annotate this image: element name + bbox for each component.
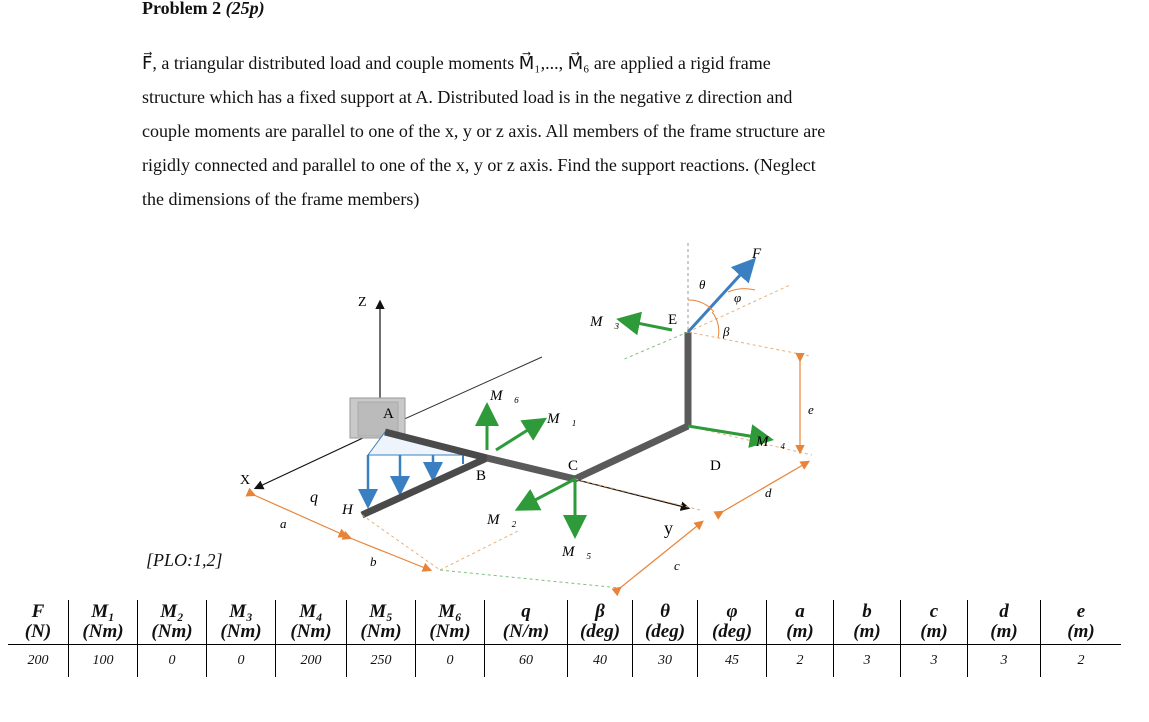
m2-arrow — [520, 479, 575, 508]
table-header-row — [8, 600, 1121, 645]
header-d: d (m) — [968, 600, 1041, 645]
y-axis-label: y — [664, 518, 673, 538]
phi-arc — [728, 289, 755, 292]
point-a-label: A — [383, 406, 394, 422]
header-f: F (N) — [8, 600, 69, 645]
guide-line — [622, 332, 688, 360]
value-b: 3 — [834, 645, 901, 678]
header-m5: M₅ (Nm) — [347, 600, 416, 645]
member-bh — [362, 458, 487, 515]
header-m1: M₁ (Nm) — [69, 600, 138, 645]
m4-label: M⃗₄ — [756, 434, 786, 450]
value-beta: 40 — [568, 645, 633, 678]
dim-c-line — [620, 522, 702, 588]
value-theta: 30 — [633, 645, 698, 678]
m5-label: M⃗₅ — [562, 544, 592, 560]
value-c: 3 — [901, 645, 968, 678]
value-m1: 100 — [69, 645, 138, 678]
value-phi: 45 — [698, 645, 767, 678]
beta-arc — [712, 312, 719, 338]
m2-label: M⃗₂ — [487, 512, 517, 528]
member-cd — [575, 426, 688, 479]
statement-line: F⃗, a triangular distributed load and couple moments M⃗₁,..., M⃗₆ are applied a rigid frame — [142, 53, 771, 73]
value-q: 60 — [485, 645, 568, 678]
statement-line: rigidly connected and parallel to one of the x, y or z axis. Find the support reactions. (Neglect — [142, 155, 816, 175]
value-m6: 0 — [416, 645, 485, 678]
beta-label: β — [723, 324, 730, 339]
problem-points: (25p) — [225, 0, 265, 18]
dim-c-label: c — [674, 558, 680, 573]
q-label: q — [310, 489, 318, 506]
point-c-label: C — [568, 458, 579, 474]
data-table — [8, 600, 1121, 677]
point-b-label: B — [476, 468, 487, 484]
dim-a-line — [254, 495, 346, 536]
plo-label: [PLO:1,2] — [146, 550, 223, 570]
header-b: b (m) — [834, 600, 901, 645]
x-axis-label: X — [240, 473, 251, 488]
statement-line: structure which has a fixed support at A. Distributed load is in the negative z direction and — [142, 87, 793, 107]
point-d-label: D — [710, 458, 721, 474]
statement-line: couple moments are parallel to one of the x, y or z axis. All members of the frame structure are — [142, 121, 826, 141]
dim-e-label: e — [808, 402, 814, 417]
member-bc — [487, 458, 575, 479]
header-q: q (N/m) — [485, 600, 568, 645]
header-beta: β (deg) — [568, 600, 633, 645]
header-theta: θ (deg) — [633, 600, 698, 645]
header-m3: M₃ (Nm) — [207, 600, 276, 645]
header-m4: M₄ (Nm) — [276, 600, 347, 645]
dim-d-label: d — [765, 485, 772, 500]
value-m2: 0 — [138, 645, 207, 678]
guide-line — [440, 530, 520, 570]
point-e-label: E — [668, 312, 678, 328]
header-a: a (m) — [767, 600, 834, 645]
value-d: 3 — [968, 645, 1041, 678]
theta-label: θ — [699, 277, 706, 292]
dim-a-label: a — [280, 516, 287, 531]
statement-line: the dimensions of the frame members) — [142, 189, 420, 209]
value-m4: 200 — [276, 645, 347, 678]
header-phi: φ (deg) — [698, 600, 767, 645]
table-row — [8, 645, 1121, 678]
dim-b-label: b — [370, 554, 377, 569]
header-m2: M₂ (Nm) — [138, 600, 207, 645]
guide-line — [440, 570, 620, 588]
value-a: 2 — [767, 645, 834, 678]
m3-arrow — [622, 320, 672, 330]
z-axis-label: Z — [358, 295, 367, 310]
problem-heading: Problem 2 — [142, 0, 222, 18]
value-e: 2 — [1077, 653, 1085, 668]
phi-label: φ — [734, 290, 742, 305]
point-h-label: H — [342, 502, 353, 518]
m1-arrow — [496, 421, 542, 450]
force-arrow — [688, 262, 752, 332]
m6-label: M⃗₆ — [490, 388, 520, 404]
value-m3: 0 — [207, 645, 276, 678]
value-m5: 250 — [347, 645, 416, 678]
x-axis-line — [256, 430, 380, 488]
value-f: 200 — [8, 645, 69, 678]
header-c: c (m) — [901, 600, 968, 645]
m1-label: M⃗₁ — [547, 411, 577, 427]
header-e: e (m) — [1041, 600, 1122, 645]
header-m6: M₆ (Nm) — [416, 600, 485, 645]
force-label: F⃗ — [752, 246, 773, 262]
guide-line — [575, 479, 700, 510]
m3-label: M⃗₃ — [590, 314, 620, 330]
guide-line — [688, 332, 810, 356]
